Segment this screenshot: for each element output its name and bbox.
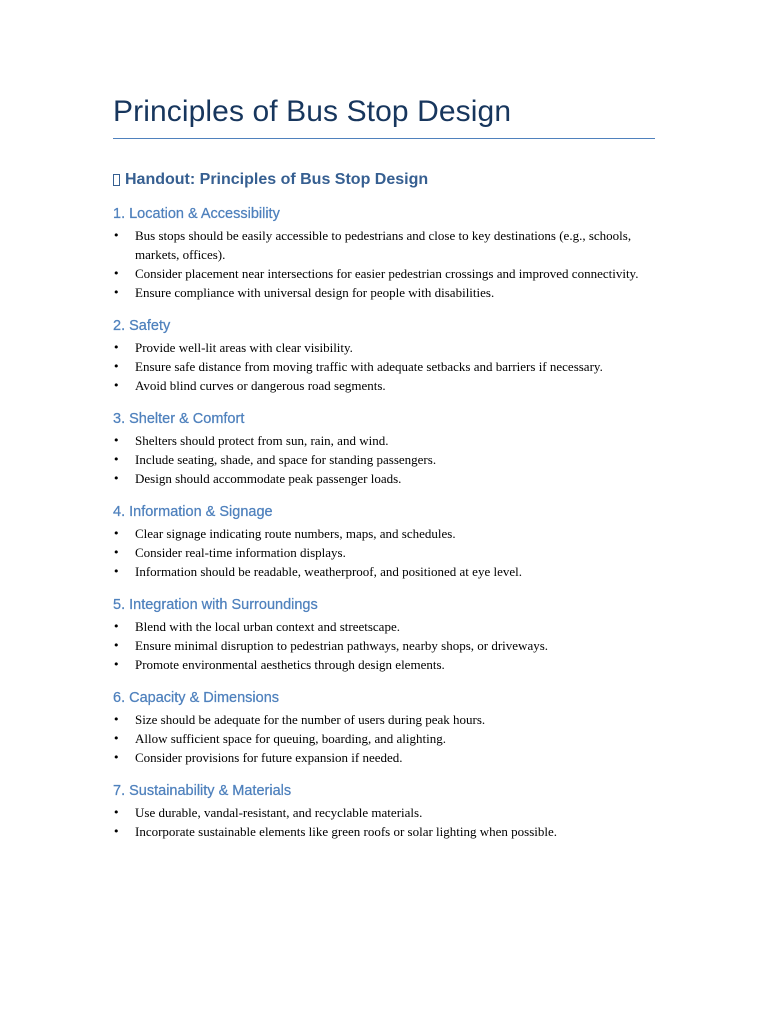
bullet-icon: •	[113, 229, 120, 242]
list-item-text: Avoid blind curves or dangerous road segments.	[135, 378, 386, 393]
list-item-text: Consider real-time information displays.	[135, 545, 346, 560]
list-item-text: Allow sufficient space for queuing, boarding, and alighting.	[135, 731, 446, 746]
sections-container	[113, 204, 655, 841]
section-heading: 7. Sustainability & Materials	[113, 783, 292, 799]
bullet-icon: •	[113, 341, 120, 354]
list-item	[113, 469, 655, 488]
list-item	[113, 431, 655, 450]
list-item	[113, 636, 655, 655]
section-3	[113, 409, 655, 488]
bullet-icon: •	[113, 751, 120, 764]
bullet-icon: •	[113, 453, 120, 466]
list-item-text: Information should be readable, weatherproof, and positioned at eye level.	[135, 564, 522, 579]
list-item	[113, 729, 655, 748]
list-item	[113, 450, 655, 469]
list-item	[113, 543, 655, 562]
list-item-text: Design should accommodate peak passenger loads.	[135, 471, 402, 486]
bullet-list	[113, 431, 655, 488]
list-item-text: Consider provisions for future expansion if needed.	[135, 750, 403, 765]
list-item-text: Consider placement near intersections for easier pedestrian crossings and improved connectivity.	[135, 266, 639, 281]
handout-subtitle-text: Handout: Principles of Bus Stop Design	[125, 171, 429, 188]
bullet-icon: •	[113, 546, 120, 559]
section-heading: 2. Safety	[113, 318, 171, 334]
section-2	[113, 316, 655, 395]
section-6	[113, 688, 655, 767]
list-item	[113, 617, 655, 636]
list-item	[113, 376, 655, 395]
section-heading: 6. Capacity & Dimensions	[113, 690, 280, 706]
bullet-icon: •	[113, 379, 120, 392]
bullet-icon: •	[113, 267, 120, 280]
handout-subtitle	[113, 169, 655, 191]
list-item	[113, 357, 655, 376]
bullet-list	[113, 617, 655, 674]
list-item	[113, 264, 655, 283]
list-item-text: Size should be adequate for the number of users during peak hours.	[135, 712, 486, 727]
bullet-icon: •	[113, 658, 120, 671]
section-5	[113, 595, 655, 674]
list-item-text: Ensure compliance with universal design for people with disabilities.	[135, 285, 495, 300]
list-item	[113, 655, 655, 674]
section-heading: 5. Integration with Surroundings	[113, 597, 318, 613]
list-item-text: Provide well-lit areas with clear visibility.	[135, 340, 353, 355]
section-7	[113, 781, 655, 841]
section-heading: 1. Location & Accessibility	[113, 206, 280, 222]
list-item	[113, 524, 655, 543]
bullet-list	[113, 338, 655, 395]
bullet-icon: •	[113, 713, 120, 726]
document-title: Principles of Bus Stop Design	[113, 92, 655, 139]
bullet-icon: •	[113, 806, 120, 819]
section-heading: 3. Shelter & Comfort	[113, 411, 245, 427]
list-item-text: Ensure safe distance from moving traffic with adequate setbacks and barriers if necessary.	[135, 359, 603, 374]
bullet-icon: •	[113, 639, 120, 652]
section-1	[113, 204, 655, 302]
list-item	[113, 710, 655, 729]
bullet-icon: •	[113, 527, 120, 540]
bullet-icon: •	[113, 434, 120, 447]
bullet-list	[113, 803, 655, 841]
section-4	[113, 502, 655, 581]
bullet-list	[113, 524, 655, 581]
bullet-icon: •	[113, 825, 120, 838]
list-item-text: Shelters should protect from sun, rain, and wind.	[135, 433, 389, 448]
document-page	[113, 92, 655, 841]
bullet-list	[113, 226, 655, 302]
list-item-text: Use durable, vandal-resistant, and recyclable materials.	[135, 805, 423, 820]
list-item-text: Clear signage indicating route numbers, maps, and schedules.	[135, 526, 456, 541]
list-item	[113, 803, 655, 822]
list-item	[113, 338, 655, 357]
bullet-icon: •	[113, 360, 120, 373]
list-item	[113, 283, 655, 302]
list-item-text: Ensure minimal disruption to pedestrian pathways, nearby shops, or driveways.	[135, 638, 549, 653]
list-item	[113, 822, 655, 841]
list-item	[113, 562, 655, 581]
list-item-text: Include seating, shade, and space for standing passengers.	[135, 452, 437, 467]
missing-glyph-icon	[113, 174, 120, 186]
bullet-icon: •	[113, 286, 120, 299]
list-item-text: Promote environmental aesthetics through design elements.	[135, 657, 445, 672]
list-item-text: Blend with the local urban context and streetscape.	[135, 619, 400, 634]
bullet-icon: •	[113, 620, 120, 633]
bullet-icon: •	[113, 565, 120, 578]
list-item	[113, 748, 655, 767]
bullet-icon: •	[113, 472, 120, 485]
section-heading: 4. Information & Signage	[113, 504, 273, 520]
bullet-icon: •	[113, 732, 120, 745]
bullet-list	[113, 710, 655, 767]
list-item-text: Bus stops should be easily accessible to pedestrians and close to key destinations (e.g., schools, markets, offices).	[135, 228, 632, 262]
list-item-text: Incorporate sustainable elements like green roofs or solar lighting when possible.	[135, 824, 558, 839]
list-item	[113, 226, 655, 264]
